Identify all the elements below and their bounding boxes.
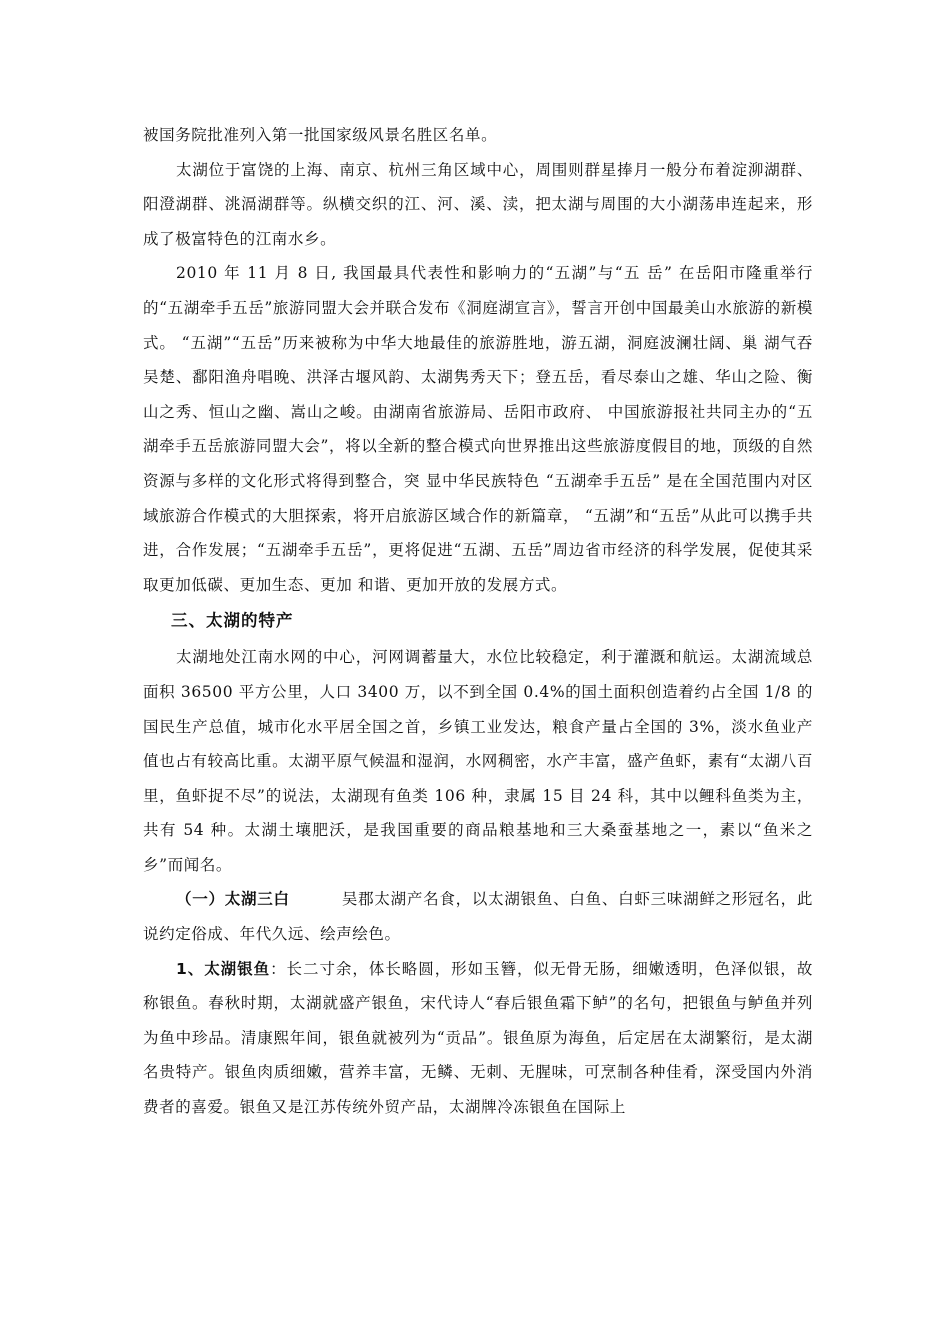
paragraph-taihu-three-whites (143, 882, 813, 951)
document-body (143, 118, 813, 1125)
subsection-label: （一）太湖三白 (176, 890, 290, 909)
item-label: 1、太湖银鱼 (176, 959, 271, 978)
paragraph-scenic-area-list: 被国务院批准列入第一批国家级风景名胜区名单。 (143, 126, 498, 144)
paragraph-taihu-specialties: 太湖地处江南水网的中心，河网调蓄量大，水位比较稳定，利于灌溉和航运。太湖流域总面积 36500 平方公里，人口 3400 万，以不到全国 0.4%的国土面积创造着约占全国 1/8 的国民生产总值，城市化水平居全国之首，乡镇工业发达，粮食产量占全国的 3%，淡水鱼业产值也占有较高比重。太湖平原气候温和湿润，水网稠密，水产丰富，盛产鱼虾，素有“太湖八百里，鱼虾捉不尽”的说法，太湖现有鱼类 106 种，隶属 15 目 24 科，其中以鲤科鱼类为主，共有 54 种。太湖土壤肥沃，是我国重要的商品粮基地和三大桑蚕基地之一，素以“鱼米之乡”而闻名。 (143, 648, 813, 874)
section-heading-specialties: 三、太湖的特产 (171, 611, 294, 631)
item-text: ：长二寸余，体长略圆，形如玉簪，似无骨无肠，细嫩透明，色泽似银，故称银鱼。春秋时期，太湖就盛产银鱼，宋代诗人“春后银鱼霜下鲈”的名句，把银鱼与鲈鱼并列为鱼中珍品。清康熙年间，银鱼就被列为“贡品”。银鱼原为海鱼，后定居在太湖繁衍，是太湖名贵特产。银鱼肉质细嫩，营养丰富，无鳞、无刺、无腥味，可烹制各种佳肴，深受国内外消费者的喜爱。银鱼又是江苏传统外贸产品，太湖牌冷冻银鱼在国际上 (143, 959, 813, 1117)
subsection-text: 吴郡太湖产名食，以太湖银鱼、白鱼、白虾三味湖鲜之形冠名，此说约定俗成、年代久远、绘声绘色。 (143, 890, 813, 944)
paragraph-taihu-silverfish (143, 952, 813, 1125)
paragraph-taihu-location: 太湖位于富饶的上海、南京、杭州三角区域中心，周围则群星捧月一般分布着淀泖湖群、阳澄湖群、洮滆湖群等。纵横交织的江、河、溪、渎，把太湖与周围的大小湖荡串连起来，形成了极富特色的江南水乡。 (143, 160, 813, 248)
paragraph-five-lakes-five-mountains: 2010 年 11 月 8 日, 我国最具代表性和影响力的“五湖”与“五 岳” 在岳阳市隆重举行的“五湖牵手五岳”旅游同盟大会并联合发布《洞庭湖宣言》，誓言开创中国最美山水旅游的新模式。 “五湖”“五岳”历来被称为中华大地最佳的旅游胜地，游五湖，洞庭波澜壮阔、巢 湖气吞吴楚、鄱阳渔舟唱晚、洪泽古堰风韵、太湖隽秀天下；登五岳，看尽泰山之雄、华山之险、衡山之秀、恒山之幽、嵩山之峻。由湖南省旅游局、岳阳市政府、 中国旅游报社共同主办的“五湖牵手五岳旅游同盟大会”，将以全新的整合模式向世界推出这些旅游度假目的地，顶级的自然资源与多样的文化形式将得到整合，突 显中华民族特色 “五湖牵手五岳” 是在全国范围内对区域旅游合作模式的大胆探索，将开启旅游区域合作的新篇章， “五湖”和“五岳”从此可以携手共进，合作发展；“五湖牵手五岳”，更将促进“五湖、五岳”周边省市经济的科学发展，促使其采取更加低碳、更加生态、更加 和谐、更加开放的发展方式。 (143, 264, 813, 594)
